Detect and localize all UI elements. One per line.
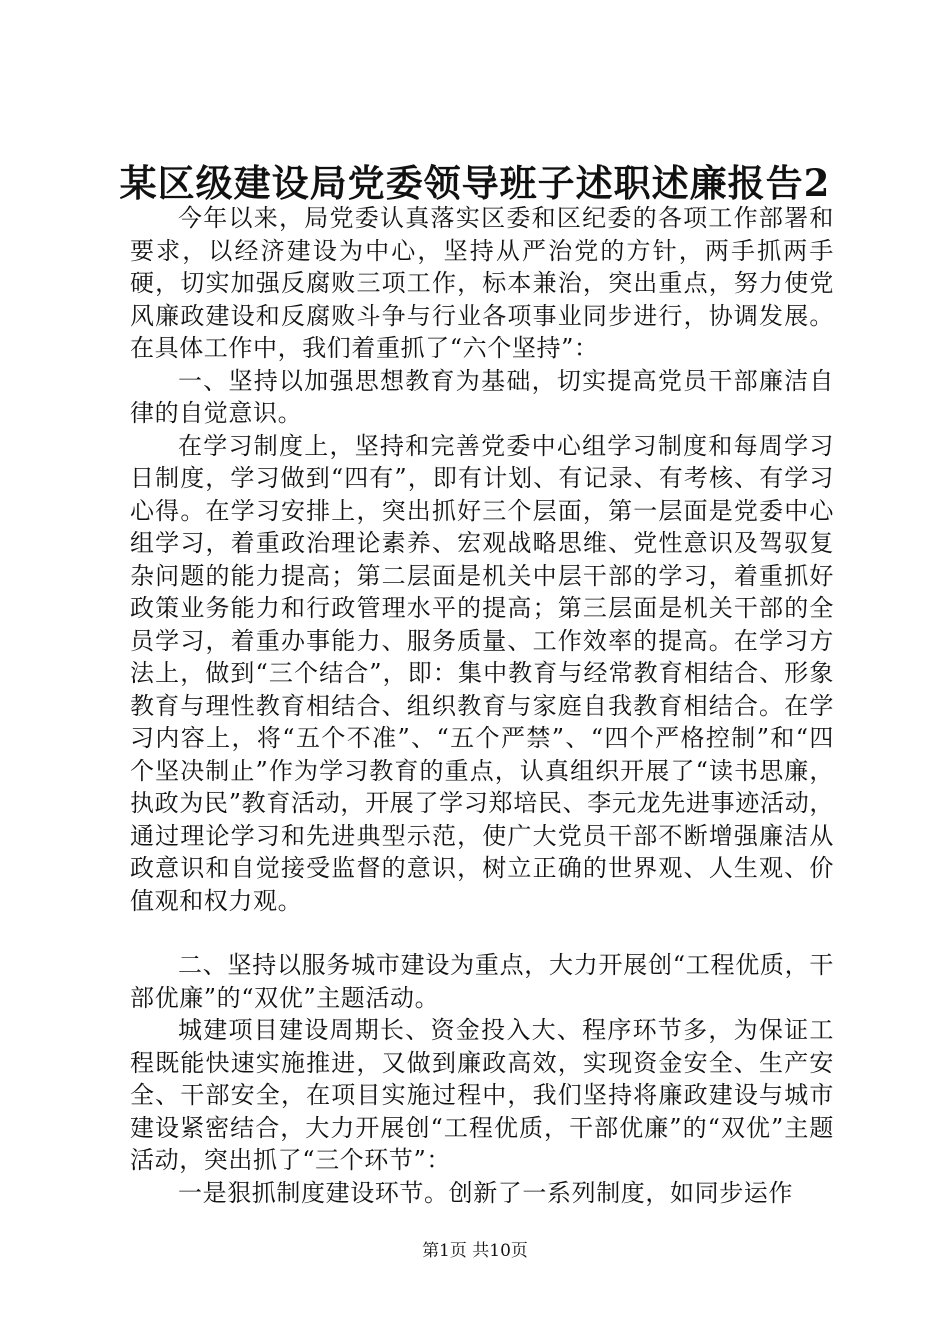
paragraph-section-2-heading: 二、坚持以服务城市建设为重点，大力开展创“工程优质，干部优廉”的“双优”主题活动。 [130,951,834,1012]
paragraph-study-system: 在学习制度上，坚持和完善党委中心组学习制度和每周学习日制度，学习做到“四有”，即有计划、有记录、有考核、有学习心得。在学习安排上，突出抓好三个层面，第一层面是党委中心组学习，着重政治理论素养、宏观战略思维、党性意识及驾驭复杂问题的能力提高；第二层面是机关中层干部的学习，着重抓好政策业务能力和行政管理水平的提高；第三层面是机关干部的全员学习，着重办事能力、服务质量、工作效率的提高。在学习方法上，做到“三个结合”，即：集中教育与经常教育相结合、形象教育与理性教育相结合、组织教育与家庭自我教育相结合。在学习内容上，将“五个不准”、“五个严禁”、“四个严格控制”和“四个坚决制止”作为学习教育的重点，认真组织开展了“读书思廉，执政为民”教育活动，开展了学习郑培民、李元龙先进事迹活动，通过理论学习和先进典型示范，使广大党员干部不断增强廉洁从政意识和自觉接受监督的意识，树立正确的世界观、人生观、价值观和权力观。 [130,431,834,915]
paragraph-intro: 今年以来，局党委认真落实区委和区纪委的各项工作部署和要求，以经济建设为中心，坚持从严治党的方针，两手抓两手硬，切实加强反腐败三项工作，标本兼治，突出重点，努力使党风廉政建设和反腐败斗争与行业各项事业同步进行，协调发展。在具体工作中，我们着重抓了“六个坚持”： [130,204,834,362]
document-title: 某区级建设局党委领导班子述职述廉报告2 [119,161,831,205]
paragraph-system-building: 一是狠抓制度建设环节。创新了一系列制度，如同步运作 [178,1178,793,1207]
paragraph-urban-construction: 城建项目建设周期长、资金投入大、程序环节多，为保证工程既能快速实施推进，又做到廉政高效，实现资金安全、生产安全、干部安全，在项目实施过程中，我们坚持将廉政建设与城市建设紧密结合，大力开展创“工程优质，干部优廉”的“双优”主题活动，突出抓了“三个环节”： [130,1016,834,1174]
paragraph-section-1-heading: 一、坚持以加强思想教育为基础，切实提高党员干部廉洁自律的自觉意识。 [130,366,834,427]
document-body [130,202,834,1209]
page-number-footer: 第1页 共10页 [422,1241,528,1261]
